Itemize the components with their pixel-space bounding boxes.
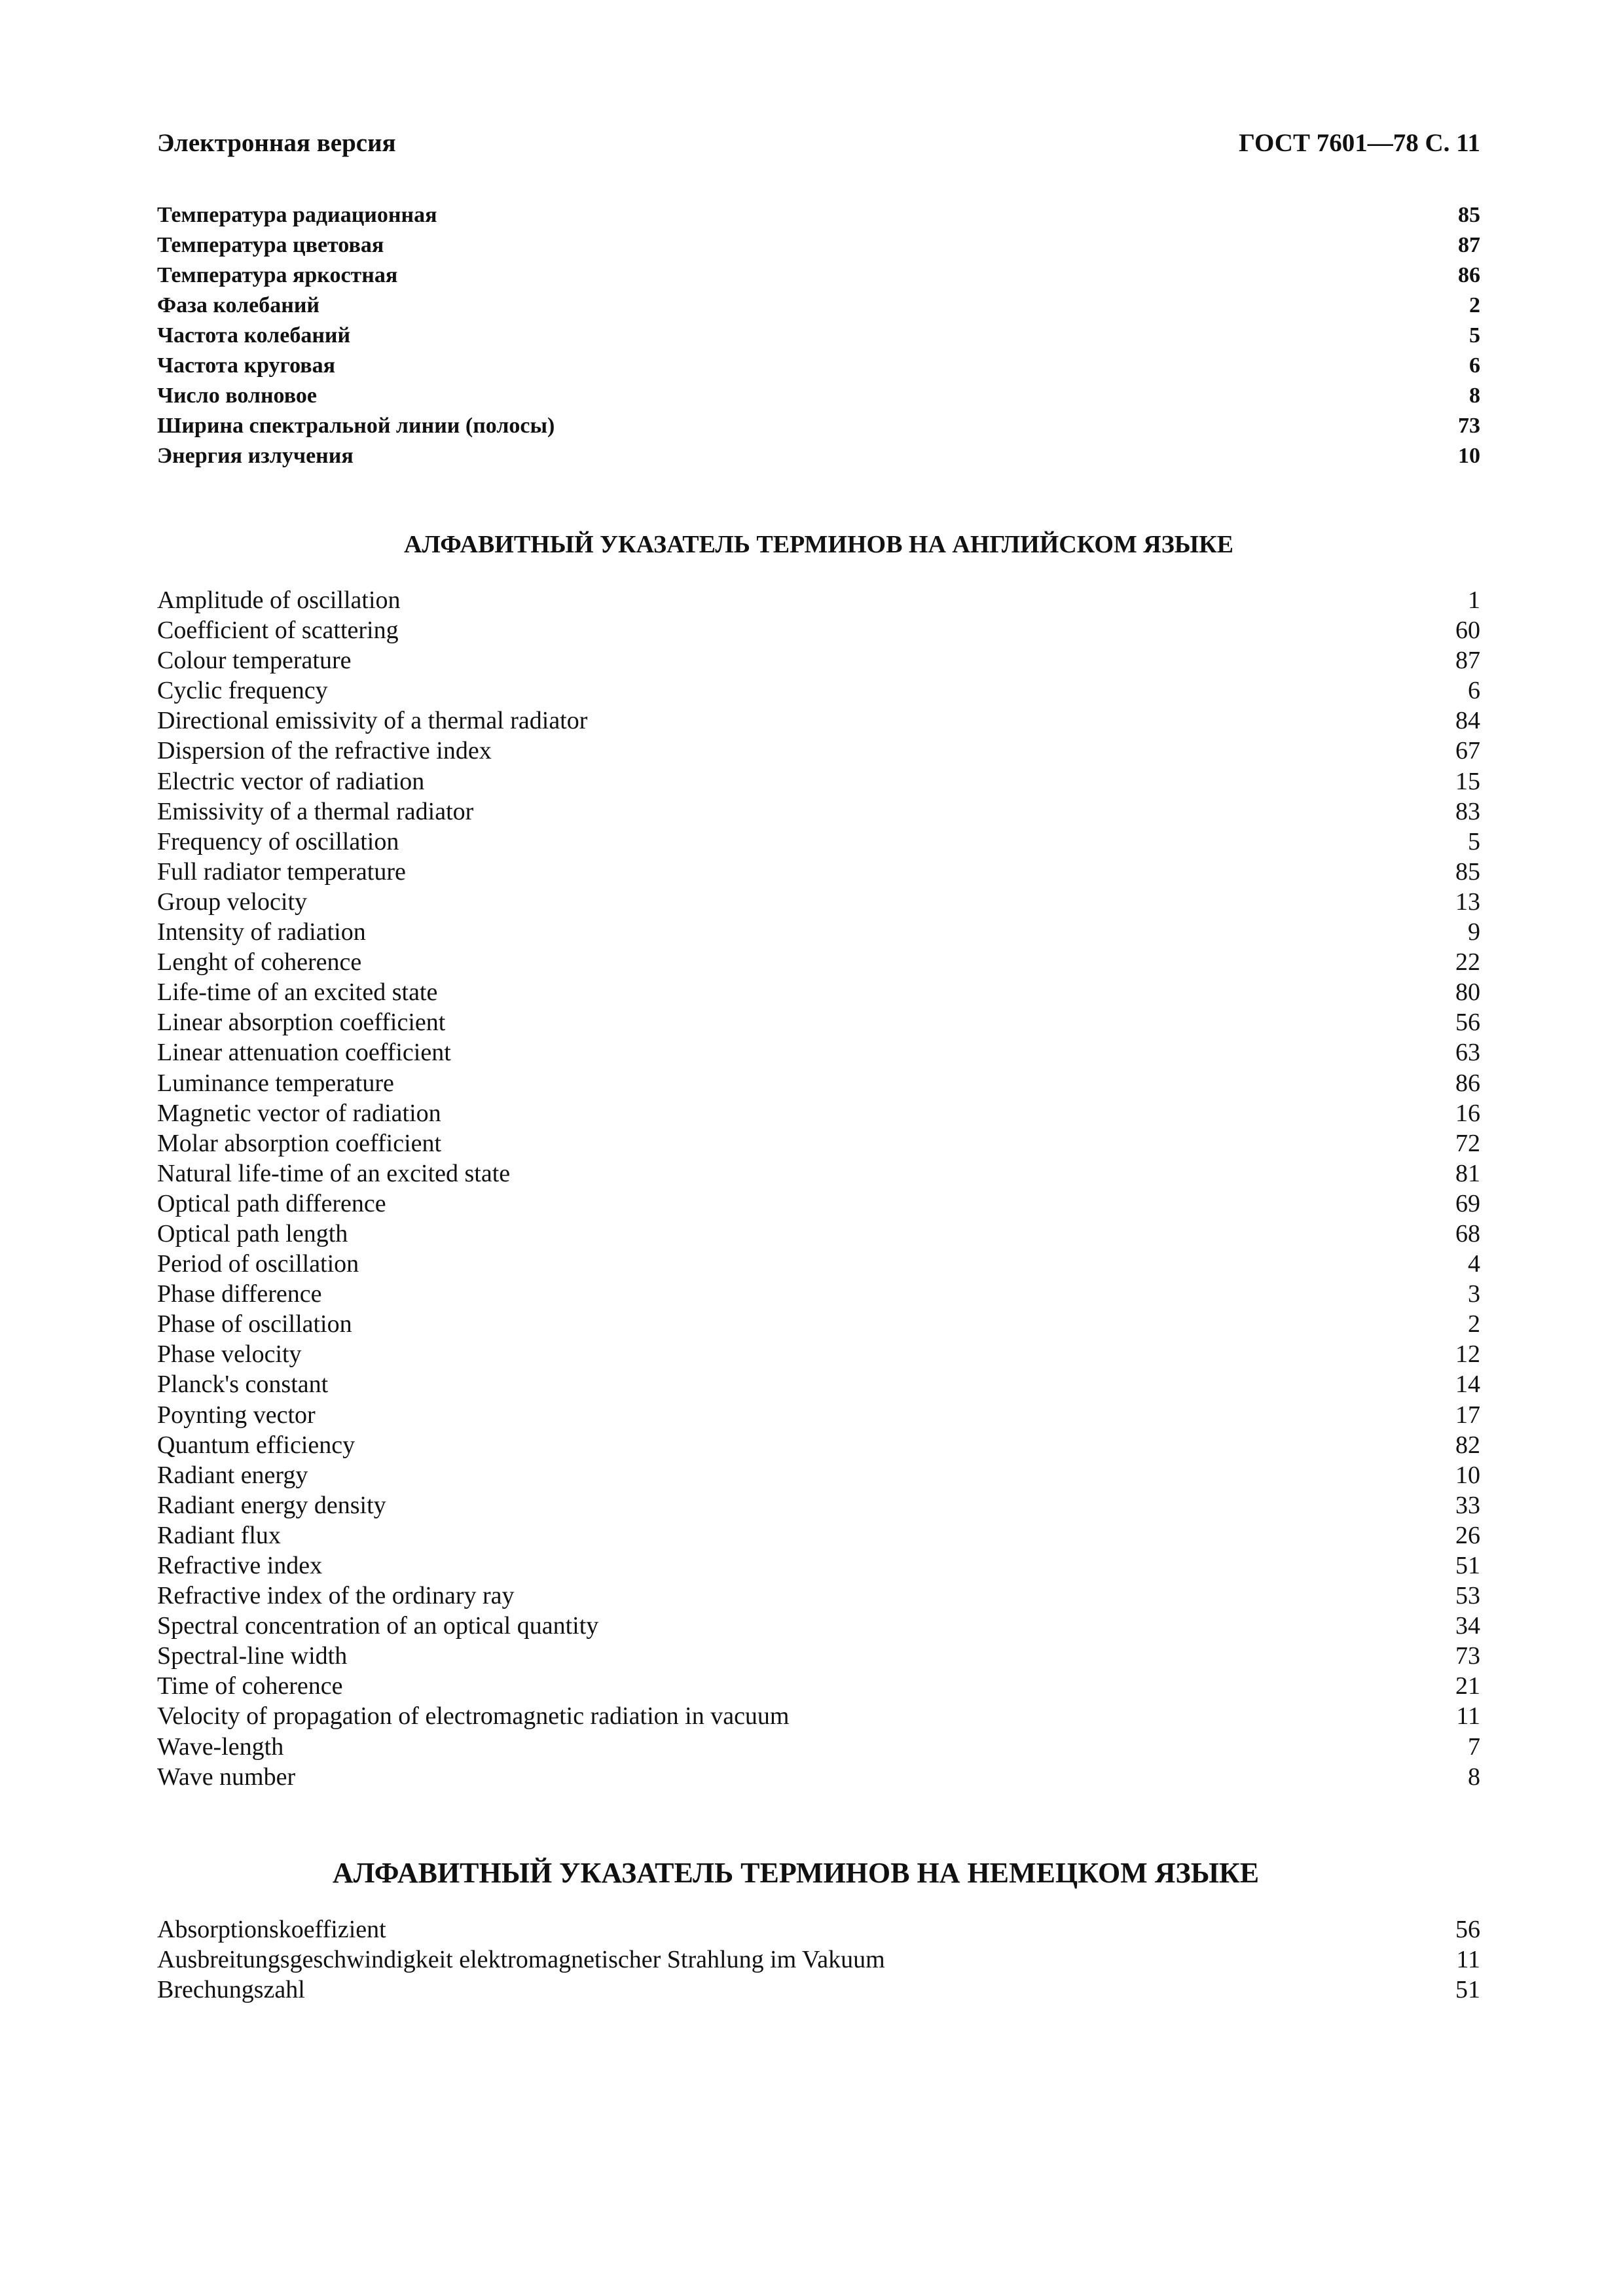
index-term-number: 87 bbox=[1458, 233, 1480, 257]
index-term: Optical path length bbox=[157, 1219, 348, 1247]
index-entry bbox=[157, 1068, 1480, 1098]
index-term: Cyclic frequency bbox=[157, 677, 328, 705]
index-term: Life-time of an excited state bbox=[157, 978, 438, 1007]
index-term-number: 10 bbox=[1455, 1461, 1480, 1489]
index-term: Absorptionskoeffizient bbox=[157, 1916, 386, 1943]
index-entry bbox=[157, 585, 1480, 615]
index-term-number: 15 bbox=[1455, 767, 1480, 795]
index-term-number: 83 bbox=[1455, 797, 1480, 825]
index-term-number: 87 bbox=[1455, 647, 1480, 675]
index-term-number: 2 bbox=[1468, 1310, 1480, 1338]
index-entry bbox=[157, 441, 1480, 471]
index-entry bbox=[157, 1279, 1480, 1309]
index-term: Electric vector of radiation bbox=[157, 767, 425, 795]
index-entry bbox=[157, 260, 1480, 291]
index-term-number: 11 bbox=[1456, 1946, 1480, 1973]
index-term: Frequency of oscillation bbox=[157, 827, 399, 855]
index-term: Brechungszahl bbox=[157, 1976, 305, 2003]
index-term: Температура цветовая bbox=[157, 233, 384, 257]
index-term-number: 7 bbox=[1468, 1732, 1480, 1761]
index-term-number: 73 bbox=[1455, 1642, 1480, 1670]
index-term: Lenght of coherence bbox=[157, 948, 362, 977]
index-term: Velocity of propagation of electromagnetic radiation in vacuum bbox=[157, 1702, 790, 1731]
german-index-list bbox=[157, 1914, 1480, 2005]
index-term-number: 85 bbox=[1455, 857, 1480, 886]
index-entry bbox=[157, 1098, 1480, 1128]
index-term: Molar absorption coefficient bbox=[157, 1129, 442, 1157]
index-term: Planck's constant bbox=[157, 1371, 329, 1399]
index-entry bbox=[157, 291, 1480, 321]
index-entry bbox=[157, 1460, 1480, 1490]
index-term: Luminance temperature bbox=[157, 1069, 394, 1097]
english-index-list bbox=[157, 585, 1480, 1792]
index-term: Spectral-line width bbox=[157, 1642, 348, 1670]
standard-page-number: ГОСТ 7601—78 С. 11 bbox=[1239, 129, 1480, 157]
index-entry bbox=[157, 1611, 1480, 1641]
index-term-number: 60 bbox=[1455, 617, 1480, 645]
index-term: Emissivity of a thermal radiator bbox=[157, 797, 474, 825]
index-entry bbox=[157, 1007, 1480, 1037]
index-term: Фаза колебаний bbox=[157, 293, 319, 317]
index-entry bbox=[157, 1189, 1480, 1219]
german-index-title: АЛФАВИТНЫЙ УКАЗАТЕЛЬ ТЕРМИНОВ НА НЕМЕЦКОМ ЯЗЫКЕ bbox=[332, 1857, 1260, 1889]
index-term: Ширина спектральной линии (полосы) bbox=[157, 414, 555, 438]
index-entry bbox=[157, 230, 1480, 260]
index-term-number: 22 bbox=[1455, 948, 1480, 977]
index-term-number: 33 bbox=[1455, 1491, 1480, 1519]
index-entry bbox=[157, 1037, 1480, 1067]
index-term: Температура яркостная bbox=[157, 263, 398, 287]
index-term-number: 80 bbox=[1455, 978, 1480, 1007]
index-term-number: 11 bbox=[1456, 1702, 1480, 1731]
index-entry bbox=[157, 1581, 1480, 1611]
index-entry bbox=[157, 827, 1480, 857]
index-entry bbox=[157, 615, 1480, 645]
index-entry bbox=[157, 675, 1480, 706]
index-entry bbox=[157, 797, 1480, 827]
index-entry bbox=[157, 766, 1480, 797]
index-term-number: 56 bbox=[1455, 1009, 1480, 1037]
index-entry bbox=[157, 1339, 1480, 1369]
index-term: Wave number bbox=[157, 1763, 296, 1791]
index-term-number: 14 bbox=[1455, 1371, 1480, 1399]
index-term-number: 73 bbox=[1458, 414, 1480, 438]
index-term: Optical path difference bbox=[157, 1189, 386, 1217]
index-term: Частота круговая bbox=[157, 353, 336, 378]
index-term: Энергия излучения bbox=[157, 444, 354, 468]
index-entry bbox=[157, 1158, 1480, 1189]
index-entry bbox=[157, 321, 1480, 351]
index-entry bbox=[157, 706, 1480, 736]
index-term: Phase velocity bbox=[157, 1340, 302, 1369]
index-term: Directional emissivity of a thermal radiator bbox=[157, 707, 588, 735]
index-term: Температура радиационная bbox=[157, 203, 437, 227]
russian-index-tail bbox=[157, 200, 1480, 471]
index-entry bbox=[157, 977, 1480, 1007]
english-index-title: АЛФАВИТНЫЙ УКАЗАТЕЛЬ ТЕРМИНОВ НА АНГЛИЙСКОМ ЯЗЫКЕ bbox=[404, 531, 1233, 558]
index-term-number: 53 bbox=[1455, 1582, 1480, 1610]
index-entry bbox=[157, 736, 1480, 766]
index-entry bbox=[157, 1732, 1480, 1762]
index-term-number: 1 bbox=[1468, 586, 1480, 614]
index-entry bbox=[157, 1128, 1480, 1158]
index-term-number: 17 bbox=[1455, 1401, 1480, 1429]
index-term: Full radiator temperature bbox=[157, 857, 406, 886]
index-term: Time of coherence bbox=[157, 1672, 343, 1700]
index-term-number: 26 bbox=[1455, 1521, 1480, 1549]
index-entry bbox=[157, 1219, 1480, 1249]
index-entry bbox=[157, 1975, 1480, 2005]
index-term: Phase of oscillation bbox=[157, 1310, 352, 1338]
index-term: Refractive index of the ordinary ray bbox=[157, 1582, 515, 1610]
index-entry bbox=[157, 1490, 1480, 1520]
index-term: Quantum efficiency bbox=[157, 1431, 356, 1459]
index-term: Natural life-time of an excited state bbox=[157, 1159, 511, 1187]
index-entry bbox=[157, 351, 1480, 381]
index-term: Linear absorption coefficient bbox=[157, 1009, 446, 1037]
index-term: Period of oscillation bbox=[157, 1250, 359, 1278]
index-term: Colour temperature bbox=[157, 647, 352, 675]
index-entry bbox=[157, 1430, 1480, 1460]
index-entry bbox=[157, 1400, 1480, 1430]
index-term: Amplitude of oscillation bbox=[157, 586, 401, 614]
index-term-number: 51 bbox=[1455, 1976, 1480, 2003]
index-term: Radiant energy density bbox=[157, 1491, 386, 1519]
index-term-number: 5 bbox=[1468, 827, 1480, 855]
index-entry bbox=[157, 917, 1480, 947]
index-entry bbox=[157, 887, 1480, 917]
index-term-number: 6 bbox=[1469, 353, 1480, 378]
index-term-number: 6 bbox=[1468, 677, 1480, 705]
index-entry bbox=[157, 200, 1480, 230]
index-term-number: 82 bbox=[1455, 1431, 1480, 1459]
index-term: Intensity of radiation bbox=[157, 918, 366, 946]
index-term: Частота колебаний bbox=[157, 323, 351, 348]
index-term: Radiant flux bbox=[157, 1521, 281, 1549]
index-term: Coefficient of scattering bbox=[157, 617, 399, 645]
index-term: Wave-length bbox=[157, 1732, 284, 1761]
index-term: Radiant energy bbox=[157, 1461, 308, 1489]
index-entry bbox=[157, 1641, 1480, 1671]
index-term: Linear attenuation coefficient bbox=[157, 1039, 451, 1067]
index-term-number: 67 bbox=[1455, 737, 1480, 765]
index-entry bbox=[157, 1249, 1480, 1279]
index-term: Phase difference bbox=[157, 1280, 322, 1308]
index-entry bbox=[157, 947, 1480, 977]
index-entry bbox=[157, 1309, 1480, 1339]
index-entry bbox=[157, 1701, 1480, 1731]
index-term-number: 8 bbox=[1469, 384, 1480, 408]
index-term-number: 63 bbox=[1455, 1039, 1480, 1067]
index-term-number: 56 bbox=[1455, 1916, 1480, 1943]
index-term-number: 5 bbox=[1469, 323, 1480, 348]
index-term-number: 12 bbox=[1455, 1340, 1480, 1369]
index-term-number: 72 bbox=[1455, 1129, 1480, 1157]
index-entry bbox=[157, 381, 1480, 411]
index-term: Spectral concentration of an optical quantity bbox=[157, 1612, 599, 1640]
index-term-number: 16 bbox=[1455, 1099, 1480, 1127]
index-term: Magnetic vector of radiation bbox=[157, 1099, 441, 1127]
index-entry bbox=[157, 857, 1480, 887]
index-term: Число волновое bbox=[157, 384, 317, 408]
index-term-number: 3 bbox=[1468, 1280, 1480, 1308]
index-entry bbox=[157, 1551, 1480, 1581]
index-term-number: 86 bbox=[1455, 1069, 1480, 1097]
index-entry bbox=[157, 1762, 1480, 1792]
index-term-number: 13 bbox=[1455, 888, 1480, 916]
index-term-number: 21 bbox=[1455, 1672, 1480, 1700]
index-term: Ausbreitungsgeschwindigkeit elektromagnetischer Strahlung im Vakuum bbox=[157, 1946, 885, 1973]
index-entry bbox=[157, 1520, 1480, 1551]
index-term: Group velocity bbox=[157, 888, 308, 916]
index-entry bbox=[157, 1945, 1480, 1975]
index-term-number: 86 bbox=[1458, 263, 1480, 287]
index-entry bbox=[157, 645, 1480, 675]
index-term-number: 81 bbox=[1455, 1159, 1480, 1187]
index-entry bbox=[157, 1914, 1480, 1945]
index-entry bbox=[157, 411, 1480, 441]
index-term-number: 4 bbox=[1468, 1250, 1480, 1278]
index-term-number: 85 bbox=[1458, 203, 1480, 227]
index-entry bbox=[157, 1369, 1480, 1399]
page-header bbox=[157, 128, 1480, 168]
index-term: Dispersion of the refractive index bbox=[157, 737, 492, 765]
index-term: Refractive index bbox=[157, 1552, 323, 1579]
index-term-number: 2 bbox=[1469, 293, 1480, 317]
index-term-number: 34 bbox=[1455, 1612, 1480, 1640]
index-term-number: 51 bbox=[1455, 1552, 1480, 1579]
index-term-number: 10 bbox=[1458, 444, 1480, 468]
index-entry bbox=[157, 1671, 1480, 1701]
index-term: Poynting vector bbox=[157, 1401, 316, 1429]
index-term-number: 8 bbox=[1468, 1763, 1480, 1791]
edition-label: Электронная версия bbox=[157, 129, 396, 157]
index-term-number: 84 bbox=[1455, 707, 1480, 735]
index-term-number: 69 bbox=[1455, 1189, 1480, 1217]
index-term-number: 9 bbox=[1468, 918, 1480, 946]
index-term-number: 68 bbox=[1455, 1219, 1480, 1247]
